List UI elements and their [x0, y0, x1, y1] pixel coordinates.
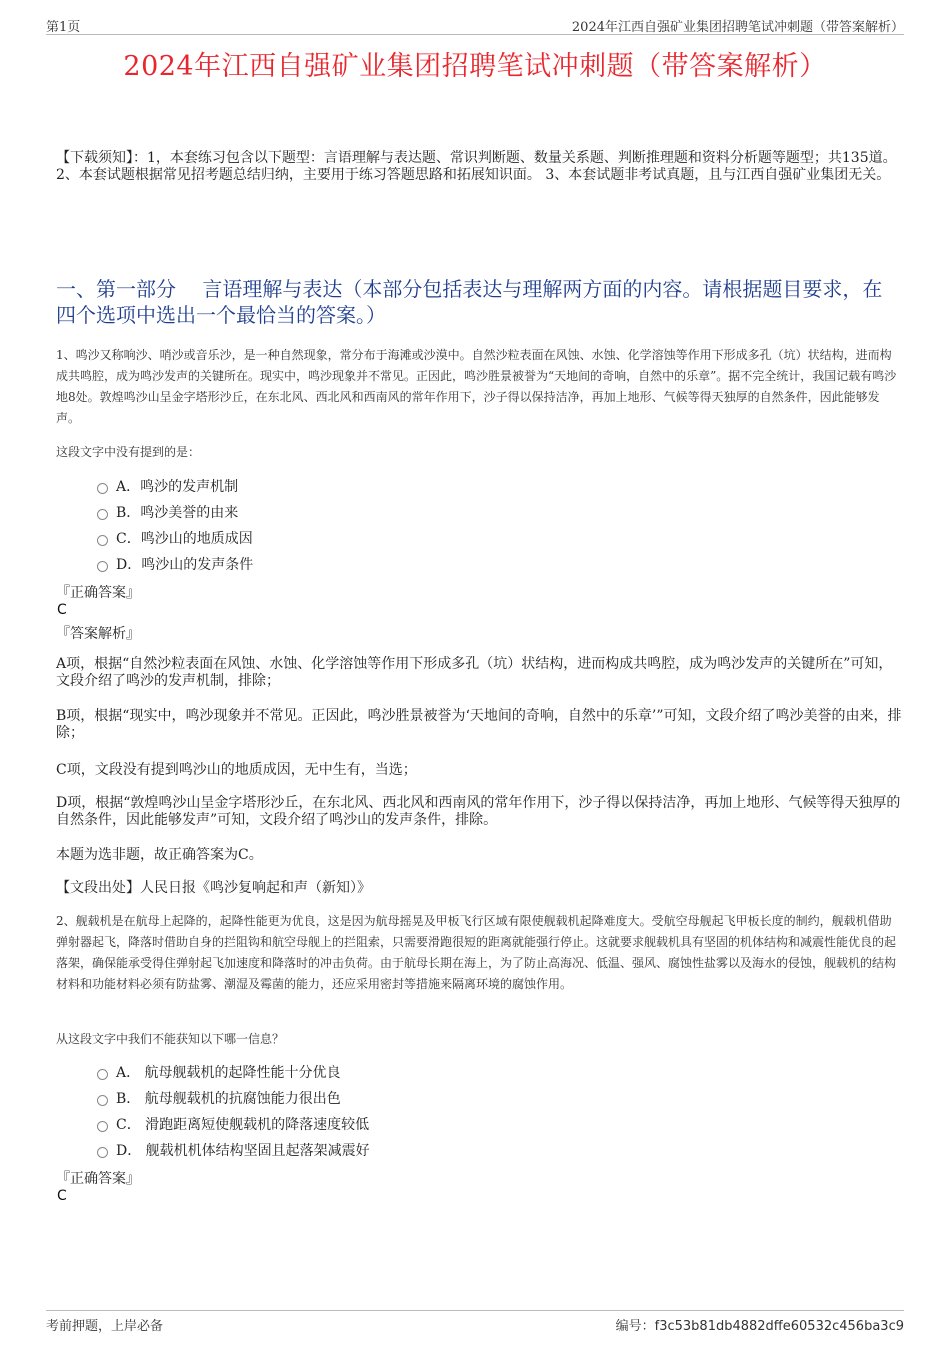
q2-answer: C: [57, 1188, 67, 1204]
option-label: A．鸣沙的发声机制: [116, 479, 239, 495]
radio-icon[interactable]: [97, 1095, 108, 1106]
q2-option-a[interactable]: [97, 1059, 877, 1085]
option-label: C．鸣沙山的地质成因: [116, 531, 253, 547]
q2-option-b[interactable]: [97, 1085, 877, 1111]
option-label: D．鸣沙山的发声条件: [116, 557, 254, 573]
option-label: B．鸣沙美誉的由来: [116, 505, 239, 521]
q1-analysis-a: A项，根据“自然沙粒表面在风蚀、水蚀、化学溶蚀等作用下形成多孔（坑）状结构，进而构成共鸣腔，成为鸣沙发声的关键所在”可知，文段介绍了鸣沙的发声机制，排除；: [56, 656, 893, 689]
section-heading: 一、第一部分 言语理解与表达（本部分包括表达与理解两方面的内容。请根据题目要求，在四个选项中选出一个最恰当的答案。）: [56, 277, 883, 327]
q1-source: 【文段出处】人民日报《鸣沙复响起和声（新知）》: [56, 880, 371, 896]
q1-analysis-c: C项，文段没有提到鸣沙山的地质成因，无中生有，当选；: [56, 762, 417, 778]
q2-option-d[interactable]: [97, 1137, 877, 1163]
radio-icon[interactable]: [97, 561, 108, 572]
option-label: C． 滑跑距离短使舰载机的降落速度较低: [116, 1117, 370, 1133]
q1-analysis-b: B项，根据“现实中，鸣沙现象并不常见。正因此，鸣沙胜景被誉为‘天地间的奇响，自然中的乐章’”可知，文段介绍了鸣沙美誉的由来，排除；: [56, 708, 902, 741]
option-label: D． 舰载机机体结构坚固且起落架减震好: [116, 1143, 370, 1159]
option-label: B． 航母舰载机的抗腐蚀能力很出色: [116, 1091, 341, 1107]
page-header: [46, 14, 904, 35]
page-footer: [46, 1310, 904, 1335]
footer-code-label: 编号：: [615, 1319, 655, 1334]
download-notice: 【下载须知】：1，本套练习包含以下题型：言语理解与表达题、常识判断题、数量关系题、判断推理题和资料分析题等题型；共135道。 2、本套试题根据常见招考题总结归纳，主要用于练习答题思路和拓展知识面。 3、本套试题非考试真题，且与江西自强矿业集团无关。: [56, 150, 897, 183]
q1-answer-label: 『正确答案』: [56, 585, 140, 601]
radio-icon[interactable]: [97, 1121, 108, 1132]
q1-option-a[interactable]: [97, 473, 877, 499]
q2-question: 从这段文字中我们不能获知以下哪一信息？: [56, 1032, 285, 1046]
q1-option-b[interactable]: [97, 499, 877, 525]
q1-conclusion: 本题为选非题，故正确答案为C。: [56, 847, 263, 863]
radio-icon[interactable]: [97, 1069, 108, 1080]
radio-icon[interactable]: [97, 1147, 108, 1158]
radio-icon[interactable]: [97, 483, 108, 494]
q1-options: [97, 473, 877, 577]
q2-option-c[interactable]: [97, 1111, 877, 1137]
q1-option-c[interactable]: [97, 525, 877, 551]
radio-icon[interactable]: [97, 535, 108, 546]
document-title: 2024年江西自强矿业集团招聘笔试冲刺题（带答案解析）: [123, 51, 827, 82]
page-number: 第1页: [46, 20, 81, 35]
q1-question: 这段文字中没有提到的是：: [56, 445, 201, 459]
radio-icon[interactable]: [97, 509, 108, 520]
q2-answer-label: 『正确答案』: [56, 1171, 140, 1187]
option-label: A． 航母舰载机的起降性能十分优良: [116, 1065, 341, 1081]
header-doc-title: 2024年江西自强矿业集团招聘笔试冲刺题（带答案解析）: [571, 20, 904, 35]
footer-code: [616, 1315, 904, 1334]
footer-code-value: f3c53b81db4882dffe60532c456ba3c9: [654, 1319, 904, 1334]
footer-slogan: 考前押题，上岸必备: [46, 1319, 164, 1334]
q1-analysis-d: D项，根据“敦煌鸣沙山呈金字塔形沙丘，在东北风、西北风和西南风的常年作用下，沙子得以保持洁净，再加上地形、气候等得天独厚的自然条件，因此能够发声”可知，文段介绍了鸣沙山的发声条件，排除。: [56, 795, 901, 828]
q1-option-d[interactable]: [97, 551, 877, 577]
q1-analysis-label: 『答案解析』: [56, 626, 140, 642]
q2-passage: 2、舰载机是在航母上起降的，起降性能更为优良，这是因为航母摇晃及甲板飞行区域有限使舰载机起降难度大。受航空母舰起飞甲板长度的制约，舰载机借助弹射器起飞，降落时借助自身的拦阻钩和航空母舰上的拦阻索，只需要滑跑很短的距离就能强行停止。这就要求舰载机具有坚固的机体结构和减震性能优良的起落架，确保能承受得住弹射起飞加速度和降落时的冲击负荷。由于航母长期在海上，为了防止高海况、低温、强风、腐蚀性盐雾以及海水的侵蚀，舰载机的结构材料和功能材料必须有防盐雾、潮湿及霉菌的能力，还应采用密封等措施来隔离环境的腐蚀作用。: [56, 914, 897, 991]
q2-options: [97, 1059, 877, 1163]
q1-passage: 1、鸣沙又称响沙、哨沙或音乐沙，是一种自然现象，常分布于海滩或沙漠中。自然沙粒表面在风蚀、水蚀、化学溶蚀等作用下形成多孔（坑）状结构，进而构成共鸣腔，成为鸣沙发声的关键所在。现实中，鸣沙现象并不常见。正因此，鸣沙胜景被誉为“天地间的奇响，自然中的乐章”。据不完全统计，我国记载有鸣沙地8处。敦煌鸣沙山呈金字塔形沙丘，在东北风、西北风和西南风的常年作用下，沙子得以保持洁净，再加上地形、气候等得天独厚的自然条件，因此能够发声。: [56, 348, 897, 425]
q1-answer: C: [57, 602, 67, 618]
